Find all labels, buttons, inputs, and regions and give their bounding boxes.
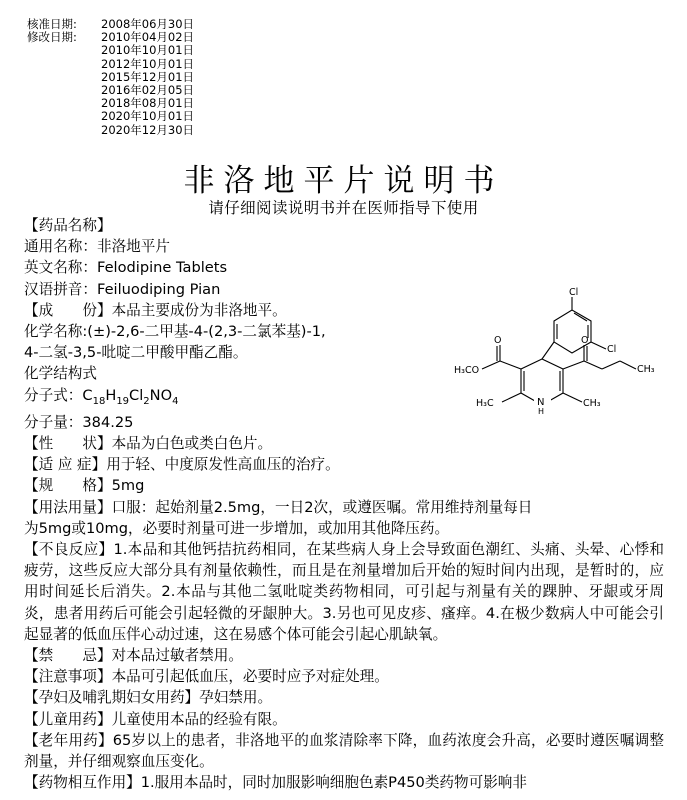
page-title: 非洛地平片说明书 — [183, 163, 504, 199]
structure-label: 化学结构式 — [24, 365, 97, 383]
revision-date-value: 2012年10月01日 — [101, 56, 195, 71]
revision-date-row — [27, 110, 194, 123]
revision-date-row — [27, 44, 194, 57]
page-subtitle: 请仔细阅读说明书并在医师指导下使用 — [208, 199, 479, 217]
revision-date-value: 2018年08月01日 — [101, 96, 195, 111]
svg-text:O: O — [581, 335, 589, 346]
svg-text:H₃C: H₃C — [476, 398, 494, 409]
section-dosage-line-2: 为5mg或10mg，必要时剂量可进一步增加，或加用其他降压药。 — [24, 519, 450, 537]
svg-text:H₃CO: H₃CO — [454, 365, 480, 376]
revision-date-value: 2015年12月01日 — [101, 69, 195, 84]
svg-text:H: H — [538, 407, 545, 416]
formula-sub-cl: 2 — [143, 395, 150, 407]
revision-date-value: 2010年10月01日 — [101, 43, 195, 58]
revision-date-row — [27, 58, 194, 71]
section-composition-heading: 【成 份】本品主要成份为非洛地平。 — [24, 301, 287, 319]
section-geriatric-use: 【老年用药】65岁以上的患者，非洛地平的血浆清除率下降，血药浓度会升高，必要时遵医嘱调整剂量，并仔细观察血压变化。 — [24, 731, 664, 770]
chemical-name-line-2: 4-二氢-3,5-吡啶二甲酸甲酯乙酯。 — [24, 344, 248, 362]
formula-sub-o: 4 — [172, 395, 179, 407]
molecular-formula-line — [24, 385, 449, 412]
revision-date-value: 2016年02月05日 — [101, 83, 195, 98]
english-name: 英文名称：Felodipine Tablets — [24, 259, 228, 277]
molecular-formula-label: 分子式： — [24, 386, 83, 404]
date-block — [27, 18, 194, 137]
formula-sub-c: 18 — [92, 395, 106, 407]
section-indication: 【适 应 症】用于轻、中度原发性高血压的治疗。 — [24, 456, 340, 474]
approval-date-value: 2008年06月30日 — [101, 17, 195, 31]
chemical-name-line-1: 化学名称:(±)-2,6-二甲基-4-(2,3-二氯苯基)-1, — [24, 323, 326, 341]
revision-date-value: 2020年10月01日 — [101, 109, 195, 124]
revision-date-row — [27, 124, 194, 137]
svg-text:Cl: Cl — [569, 287, 579, 298]
generic-name: 通用名称：非洛地平片 — [24, 238, 170, 256]
section-drug-name-heading: 【药品名称】 — [24, 217, 112, 234]
section-property: 【性 状】本品为白色或类白色片。 — [24, 434, 273, 452]
section-adverse-reactions: 【不良反应】1.本品和其他钙拮抗药相同，在某些病人身上会导致面色潮红、头痛、头晕、心悸和疲劳，这些反应大部分具有剂量依赖性，而且是在剂量增加后开始的短时间内出现，是暂时的，应用时间延长后消失。2.本品与其他二氢吡啶类药物相同，可引起与剂量有关的踝肿、牙龈或牙周炎，患者用药后可能会引起轻微的牙龈肿大。3.另也可见皮疹、瘙痒。4.在极少数病人中可能会引起显著的低血压伴心动过速，这在易感个体可能会引起心肌缺氧。 — [24, 540, 664, 643]
approval-date-label: 核准日期: — [27, 17, 77, 31]
section-pediatric-use: 【儿童用药】儿童使用本品的经验有限。 — [24, 710, 287, 728]
section-drug-interactions: 【药物相互作用】1.服用本品时，同时加服影响细胞色素P450类药物可影响非 — [24, 774, 527, 792]
molecular-weight: 分子量：384.25 — [24, 413, 134, 431]
svg-text:CH₃: CH₃ — [637, 364, 655, 375]
pinyin-name: 汉语拼音：Feiluodiping Pian — [24, 280, 221, 298]
section-contraindication: 【禁 忌】对本品过敏者禁用。 — [24, 646, 243, 664]
section-dosage-heading: 【用法用量】口服：起始剂量2.5mg，一日2次，或遵医嘱。常用维持剂量每日 — [24, 498, 533, 516]
revision-date-value: 2020年12月30日 — [101, 122, 195, 137]
svg-text:Cl: Cl — [607, 344, 617, 355]
document-body — [24, 215, 664, 793]
section-precautions: 【注意事项】本品可引起低血压，必要时应予对症处理。 — [24, 668, 389, 686]
formula-sub-h: 19 — [116, 395, 130, 407]
section-specification: 【规 格】5mg — [24, 477, 145, 495]
svg-text:CH₃: CH₃ — [583, 398, 601, 409]
section-pregnancy-lactation: 【孕妇及哺乳期妇女用药】孕妇禁用。 — [24, 689, 273, 707]
revision-date-value: 2010年04月02日 — [101, 30, 195, 45]
svg-text:O: O — [494, 335, 502, 346]
svg-text:N: N — [537, 397, 545, 408]
revision-date-label: 修改日期: — [27, 30, 77, 45]
molecular-formula-value: $C_{18}H_{19}Cl_2NO_4$ — [82, 386, 179, 407]
